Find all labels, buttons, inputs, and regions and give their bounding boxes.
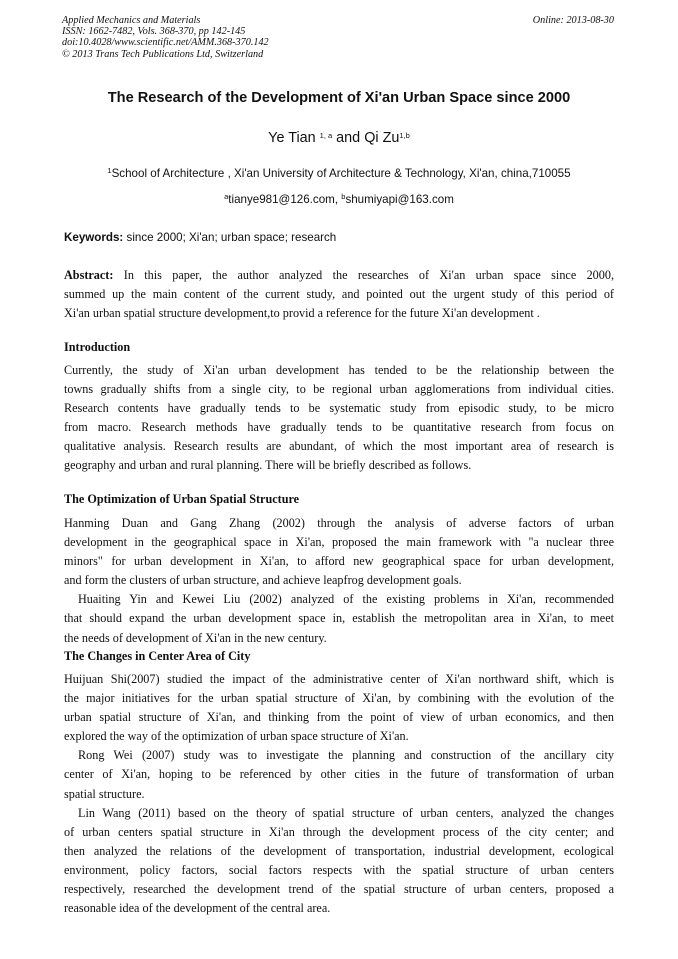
text-line: then analyzed the relations of the development of transportation, industrial development, ecological [64,843,614,858]
affiliation-text: School of Architecture , Xi'an University of Architecture & Technology, Xi'an, china,710055 [111,167,571,180]
text-line: Lin Wang (2011) based on the theory of spatial structure of urban centers, analyzed the changes [78,805,614,820]
email-b-sup: b [341,191,346,201]
emails [0,193,678,206]
abstract-line: In this paper, the author analyzed the researches of Xi'an urban space since 2000, [123,268,614,282]
authors-and: and [336,130,361,146]
text-line: that should expand the urban development space in, establish the metropolitan area in Xi'an, to meet [64,611,614,626]
text-line: from macro. Research methods have gradually tends to be quantitative research from focus on [64,420,614,435]
keywords-text: since 2000; Xi'an; urban space; research [126,231,337,244]
text-line: and form the clusters of urban structure, and achieve leapfrog development goals. [64,573,462,588]
heading-center-area: The Changes in Center Area of City [64,649,251,663]
text-line: urban spatial structure of Xi'an, and thinking from the point of view of urban economics, and then [64,710,614,725]
text-line: Hanming Duan and Gang Zhang (2002) through the analysis of adverse factors of urban [64,516,614,530]
email-a: tianye981@126.com, [228,193,339,206]
text-line: explored the way of the optimization of urban space structure of Xi'an. [64,729,409,744]
journal-meta [62,15,269,60]
abstract [64,266,614,323]
heading-optimization: The Optimization of Urban Spatial Structure [64,492,300,506]
affiliation [0,167,678,180]
author-2: Qi Zu [364,130,400,146]
text-line: qualitative analysis. Research results are abundant, of which the most important area of research is [64,439,614,454]
text-line: of urban centers spatial structure in Xi'an through the development process of the city center; and [64,824,614,839]
text-line: Huaiting Yin and Kewei Liu (2002) analyzed of the existing problems in Xi'an, recommended [78,592,614,607]
affiliation-sup: 1 [107,165,112,175]
text-line: spatial structure. [64,786,145,801]
doi: doi:10.4028/www.scientific.net/AMM.368-370.142 [62,37,269,49]
text-line: Research contents have gradually tends to be systematic study from episodic study, to be micro [64,401,614,416]
issn: ISSN: 1662-7482, Vols. 368-370, pp 142-145 [62,26,246,38]
abstract-line: summed up the main content of the current study, and pointed out the urgent study of this period of [64,287,614,302]
author-1-sup: 1, a [319,130,333,140]
keywords [64,231,336,244]
text-line: Rong Wei (2007) study was to investigate the planning and construction of the ancillary city [78,748,614,763]
text-line: towns gradually shifts from a single city, to be regional urban agglomerations from individual cities. [64,382,614,397]
text-line: Huijuan Shi(2007) studied the impact of the administrative center of Xi'an northward shift, which is [64,672,614,686]
heading-introduction: Introduction [64,340,131,354]
authors [0,130,678,146]
optimization-body [64,514,614,648]
introduction-body [64,361,614,476]
email-a-sup: a [224,191,229,201]
text-line: center of Xi'an, hoping to be referenced by other cities in the future of transformation of urban [64,767,614,782]
text-line: the major initiatives for the urban spatial structure of Xi'an, by combining with the evolution of the [64,691,614,706]
text-line: the needs of development of Xi'an in the new century. [64,630,327,645]
author-2-sup: 1,b [399,130,410,140]
abstract-label: Abstract: [64,268,114,282]
text-line: reasonable idea of the development of the central area. [64,901,331,916]
text-line: development in the geographical space in Xi'an, proposed the main framework with "a nuclear three [64,535,614,550]
text-line: environment, policy factors, social factors respects with the spatial structure of urban centers [64,862,614,877]
paper-title: The Research of the Development of Xi'an Urban Space since 2000 [107,90,571,106]
author-1: Ye Tian [268,130,316,146]
text-line: respectively, researched the development trend of the spatial structure of urban centers, proposed a [64,882,614,897]
email-b: shumiyapi@163.com [345,193,454,206]
abstract-line: Xi'an urban spatial structure development,to provid a reference for the future Xi'an development . [64,306,540,321]
text-line: minors" for urban development in Xi'an, to afford new geographical space for urban development, [64,554,614,569]
keywords-label: Keywords: [64,231,124,244]
center-body [64,670,614,918]
text-line: Currently, the study of Xi'an urban development has tended to be the relationship between the [64,363,614,377]
text-line: geography and urban and rural planning. There will be briefly described as follows. [64,458,472,473]
copyright: © 2013 Trans Tech Publications Ltd, Switzerland [62,48,264,60]
online-date: Online: 2013-08-30 [532,15,614,26]
journal-name: Applied Mechanics and Materials [62,15,201,26]
